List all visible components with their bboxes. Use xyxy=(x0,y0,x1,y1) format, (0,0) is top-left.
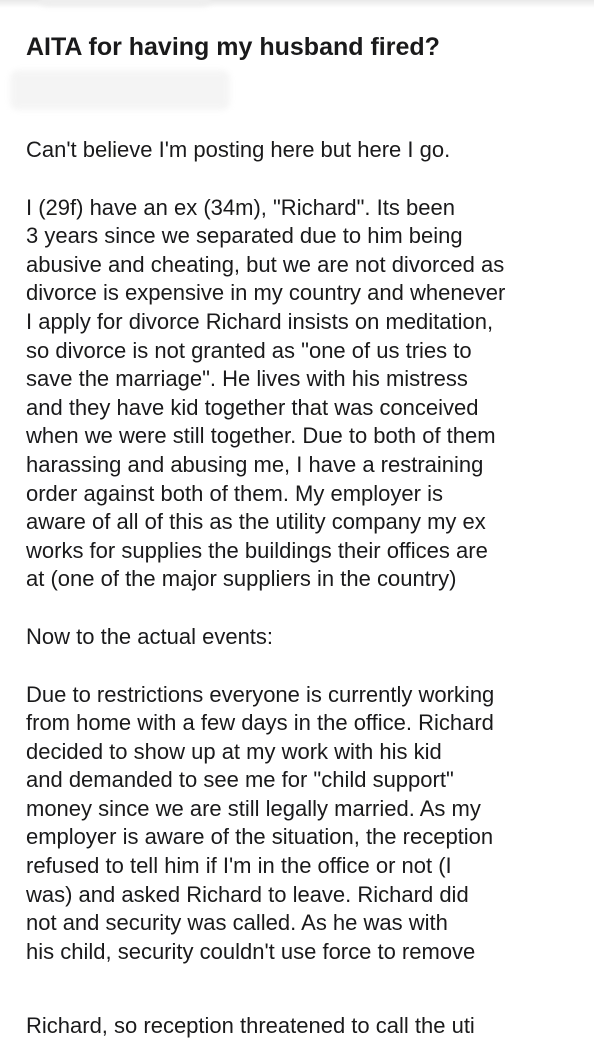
body-line: abusive and cheating, but we are not divorced as xyxy=(26,251,505,277)
paragraph-transition xyxy=(26,623,586,652)
body-line: Now to the actual events: xyxy=(26,623,274,649)
post-body xyxy=(26,136,586,995)
paragraph-events xyxy=(26,681,586,967)
body-line: at (one of the major suppliers in the country) xyxy=(26,566,457,592)
body-line: so divorce is not granted as "one of us tries to xyxy=(26,337,472,363)
body-line: employer is aware of the situation, the reception xyxy=(26,824,494,850)
paragraph-background xyxy=(26,194,586,594)
blurred-header-remnant xyxy=(40,0,210,6)
body-line: when we were still together. Due to both of them xyxy=(26,423,496,449)
body-line: not and security was called. As he was with xyxy=(26,910,448,936)
body-line: aware of all of this as the utility company my ex xyxy=(26,509,486,535)
body-line: from home with a few days in the office. Richard xyxy=(26,710,494,736)
body-line: his child, security couldn't use force to remove xyxy=(26,938,476,964)
body-line: I apply for divorce Richard insists on meditation, xyxy=(26,308,494,334)
body-line: I (29f) have an ex (34m), "Richard". Its been xyxy=(26,194,455,220)
paragraph-intro xyxy=(26,136,586,165)
body-line: and they have kid together that was conceived xyxy=(26,394,479,420)
body-line: order against both of them. My employer is xyxy=(26,480,443,506)
body-line: money since we are still legally married. As my xyxy=(26,795,481,821)
body-line: Due to restrictions everyone is currently working xyxy=(26,681,495,707)
body-line: 3 years since we separated due to him being xyxy=(26,223,463,249)
body-line: was) and asked Richard to leave. Richard did xyxy=(26,881,469,907)
body-line: Can't believe I'm posting here but here I go. xyxy=(26,137,451,162)
body-line: and demanded to see me for "child support" xyxy=(26,767,454,793)
blurred-metadata-area xyxy=(10,70,230,110)
body-line: refused to tell him if I'm in the office or not (I xyxy=(26,853,452,879)
body-line: harassing and abusing me, I have a restraining xyxy=(26,451,484,477)
body-line: save the marriage". He lives with his mistress xyxy=(26,366,468,392)
body-line: divorce is expensive in my country and whenever xyxy=(26,280,506,306)
post-title: AITA for having my husband fired? xyxy=(26,33,440,61)
body-line: decided to show up at my work with his kid xyxy=(26,738,442,764)
body-line: works for supplies the buildings their offices are xyxy=(26,537,488,563)
cut-off-body-line: Richard, so reception threatened to call the uti xyxy=(26,1013,475,1038)
